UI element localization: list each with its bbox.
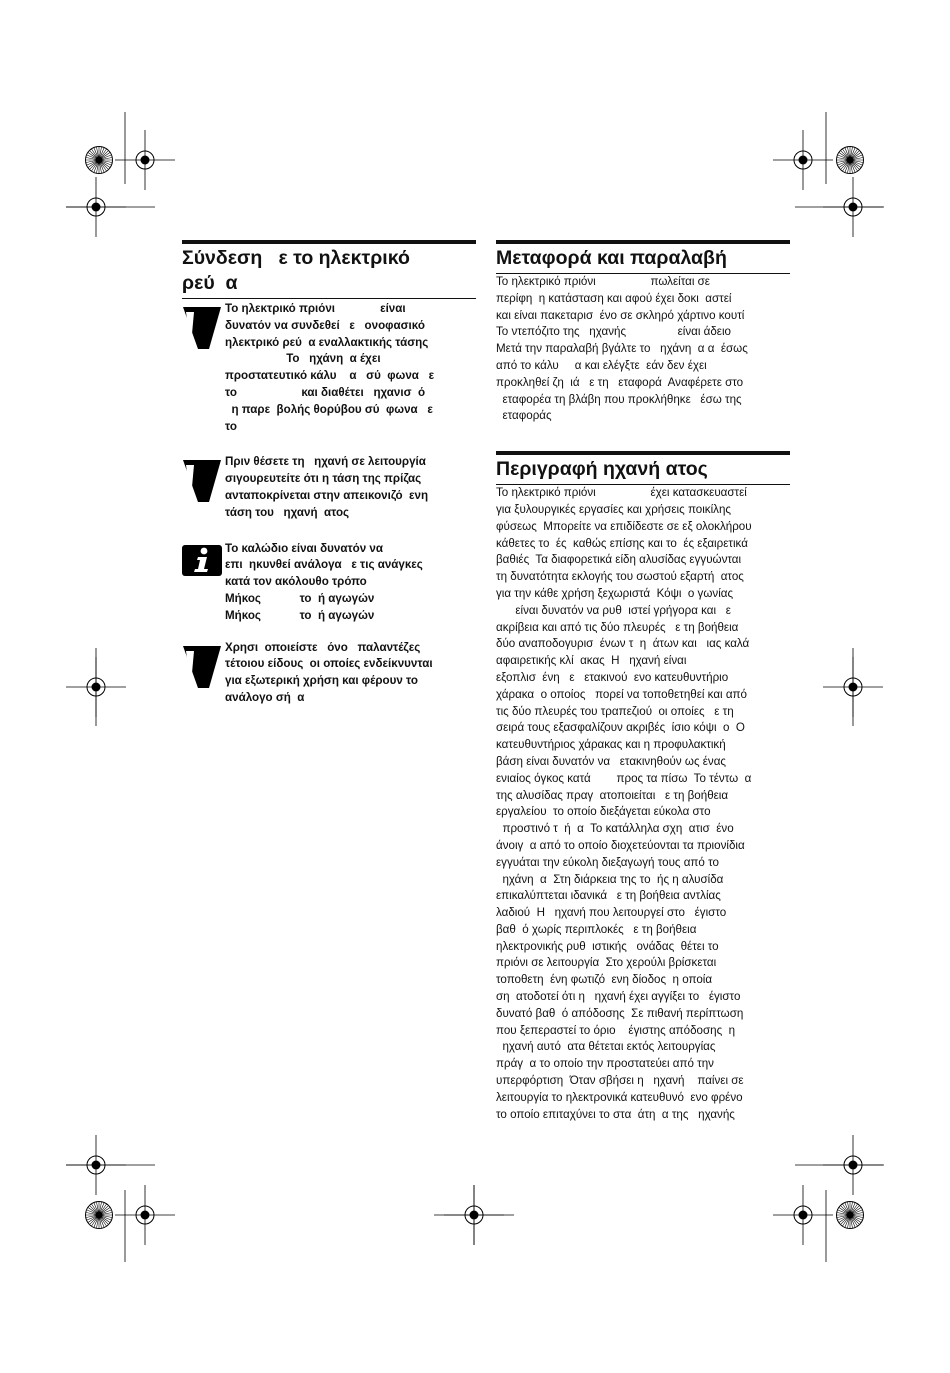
body-line: Μετά την παραλαβή βγάλτε το ηχάνη α α έσως <box>496 342 748 356</box>
body-line: και είναι πακεταρισ ένο σε σκληρό χάρτινο κουτί <box>496 308 745 322</box>
body-line: της αλυσίδας πραγ ατοποιείται ε τη βοήθεια <box>496 788 729 802</box>
heading-rule <box>496 240 790 244</box>
body-line: επικαλύπτεται ιδανικά ε τη βοήθεια αντλίας <box>496 889 721 903</box>
right-column <box>496 240 790 1123</box>
warning-note-voltage <box>182 301 476 435</box>
heading-underline <box>182 298 476 299</box>
body-line: εταφοράς <box>496 409 552 423</box>
body-line: λειτουργία το ηλεκτρονικά κατευθυνό ενο φρένο <box>496 1090 743 1104</box>
note-line: Το καλώδιο είναι δυνατόν να <box>225 541 383 555</box>
body-line: εργαλείου το οποίο διεξάγεται εύκολα στο <box>496 805 711 819</box>
warning-icon <box>182 644 222 690</box>
note-line: ηλεκτρικό ρεύ α εναλλακτικής τάσης <box>225 335 429 349</box>
body-line: αφαιρετικής κλί ακας Η ηχανή είναι <box>496 654 687 668</box>
body-line: τοποθετη ένη φωτιζό ενη δίοδος η οποία <box>496 973 713 987</box>
note-line: σιγουρευτείτε ότι η τάση της πρίζας <box>225 472 422 486</box>
note-line: Χρησι οποιείστε όνο παλαντέζες <box>225 640 421 654</box>
note-line: επι ηκυνθεί ανάλογα ε τις ανάγκες <box>225 558 423 572</box>
note-line: το και διαθέτει ηχανισ ό <box>225 385 426 399</box>
body-line: εγγυάται την εύκολη διεξαγωγή τους από το <box>496 855 719 869</box>
body-line: ενιαίος όγκος κατά προς τα πίσω Το τέντω α <box>496 771 752 785</box>
body-line: ηχανή αυτό ατα θέτεται εκτός λειτουργίας <box>496 1040 716 1054</box>
heading-rule <box>496 451 790 455</box>
body-line: Το ηλεκτρικό πριόνι πωλείται σε <box>496 275 710 288</box>
body-line: για ξυλουργικές εργασίες και χρήσεις ποικίλης <box>496 502 732 516</box>
info-icon <box>182 545 222 577</box>
section-heading-connection <box>182 246 476 296</box>
body-line: βαθιές Τα διαφορετικά είδη αλυσίδας εγγυώνται <box>496 553 742 567</box>
middle-left-mark <box>66 648 126 726</box>
bottom-center-mark <box>434 1185 514 1245</box>
note-line: το <box>225 419 237 433</box>
warning-icon <box>182 305 222 351</box>
warning-note-socket <box>182 454 476 521</box>
note-line: Το ηλεκτρικό πριόνι είναι <box>225 302 406 315</box>
note-line: ανάλογο σή α <box>225 690 305 704</box>
body-line: για την κάθε χρήση ξεχωριστά Κόψι ο γωνίας <box>496 586 734 600</box>
body-line: που ξεπεραστεί το όριο έγιστης απόδοσης η <box>496 1023 736 1037</box>
note-line: προστατευτικό κάλυ α σύ φωνα ε <box>225 369 435 383</box>
body-line: φύσεως Μπορείτε να επιδίδεστε σε εξ ολοκλήρου <box>496 519 752 533</box>
body-line: κάθετες το ές καθώς επίσης και το ές εξαιρετικά <box>496 536 748 550</box>
body-line: προστινό τ ή α Το κατάλληλα σχη ατισ ένο <box>496 822 734 836</box>
body-line: βαθ ό χωρίς περιπλοκές ε τη βοήθεια <box>496 922 697 936</box>
body-line: ηλεκτρονικής ρυθ ιστικής ονάδας θέτει το <box>496 939 719 953</box>
bottom-right-marks <box>773 1135 884 1262</box>
description-paragraph <box>496 485 790 1123</box>
body-line: εξοπλισ ένη ε ετακινού ενο κατευθυντήριο <box>496 670 729 684</box>
body-line: τις δύο πλευρές του τραπεζιού οι οποίες ε τη <box>496 704 734 718</box>
body-line: από το κάλυ α και ελέγξτε εάν δεν έχει <box>496 358 707 372</box>
body-line: υπερφόρτιση Όταν σβήσει η ηχανή παίνει σε <box>496 1074 744 1088</box>
top-left-marks <box>66 112 175 237</box>
body-line: πράγ α το οποίο την προστατεύει από την <box>496 1057 714 1071</box>
note-line: κατά τον ακόλουθο τρόπο <box>225 575 367 589</box>
note-line: Μήκος το ή αγωγών <box>225 608 375 622</box>
note-line: τάση του ηχανή ατος <box>225 505 350 519</box>
note-line: ανταποκρίνεται στην απεικονιζό ενη <box>225 488 429 502</box>
heading-rule <box>182 240 476 244</box>
note-line: δυνατόν να συνδεθεί ε ονοφασικό <box>225 318 425 332</box>
transport-paragraph <box>496 274 790 425</box>
top-right-marks <box>773 112 884 237</box>
section-heading-transport: Μεταφορά και παραλαβή <box>496 247 727 269</box>
body-line: τη δυνατότητα εκλογής του σωστού εξαρτή ατος <box>496 570 744 584</box>
body-line: ση ατοδοτεί ότι η ηχανή έχει αγγίξει το έγιστο <box>496 990 741 1004</box>
body-line: λαδιού Η ηχανή που λειτουργεί στο έγιστο <box>496 906 727 920</box>
warning-note-extension <box>182 640 476 707</box>
body-line: άνοιγ α από το οποίο διοχετεύονται τα πριονίδια <box>496 838 745 852</box>
body-line: περίφη η κατάσταση και αφού έχει δοκι αστεί <box>496 291 732 305</box>
body-line: Το ντεπόζιτο της ηχανής είναι άδειο <box>496 325 731 339</box>
info-note-cable <box>182 541 476 625</box>
body-line: προκληθεί ζη ιά ε τη εταφορά Αναφέρετε στο <box>496 375 744 389</box>
note-line: η παρε βολής θορύβου σύ φωνα ε <box>225 402 433 416</box>
heading-line: ρεύ α <box>182 272 238 294</box>
body-line: δύο αναποδογυρισ ένων τ η άτων και ιας καλά <box>496 637 750 651</box>
body-line: χάρακα ο οποίος πορεί να τοποθετηθεί και από <box>496 687 747 701</box>
note-line: Πριν θέσετε τη ηχανή σε λειτουργία <box>225 455 426 469</box>
left-column <box>182 240 476 707</box>
body-line: βάση είναι δυνατόν να ετακινηθούν ως ένας <box>496 754 727 768</box>
bottom-left-marks <box>66 1135 175 1262</box>
heading-line: Σύνδεση ε το ηλεκτρικό <box>182 247 410 269</box>
body-line: είναι δυνατόν να ρυθ ιστεί γρήγορα και ε <box>496 603 731 617</box>
body-line: ηχάνη α Στη διάρκεια της το ής η αλυσίδα <box>496 872 724 886</box>
body-line: σειρά τους εξασφαλίζουν ακριβές ίσιο κόψι ο Ο <box>496 721 745 735</box>
note-line: τέτοιου είδους οι οποίες ενδείκνυνται <box>225 657 433 671</box>
body-line: ακρίβεια και από τις δύο πλευρές ε τη βοήθεια <box>496 620 739 634</box>
middle-right-mark <box>823 648 883 726</box>
body-line: εταφορέα τη βλάβη που προκλήθηκε έσω της <box>496 392 742 406</box>
body-line: κατευθυντήριος χάρακας και η προφυλακτική <box>496 738 726 752</box>
note-line: για εξωτερική χρήση και φέρουν το <box>225 674 418 688</box>
note-line: Το ηχάνη α έχει <box>225 352 381 366</box>
body-line: δυνατό βαθ ό απόδοσης Σε πιθανή περίπτωση <box>496 1006 744 1020</box>
warning-icon <box>182 458 222 504</box>
body-line: πριόνι σε λειτουργία Στο χερούλι βρίσκεται <box>496 956 717 970</box>
body-line: το οποίο επιταχύνει το στα άτη α της ηχανής <box>496 1107 735 1121</box>
section-heading-description: Περιγραφή ηχανή ατος <box>496 458 708 481</box>
body-line: Το ηλεκτρικό πριόνι έχει κατασκευαστεί <box>496 486 747 500</box>
note-line: Μήκος το ή αγωγών <box>225 591 375 605</box>
